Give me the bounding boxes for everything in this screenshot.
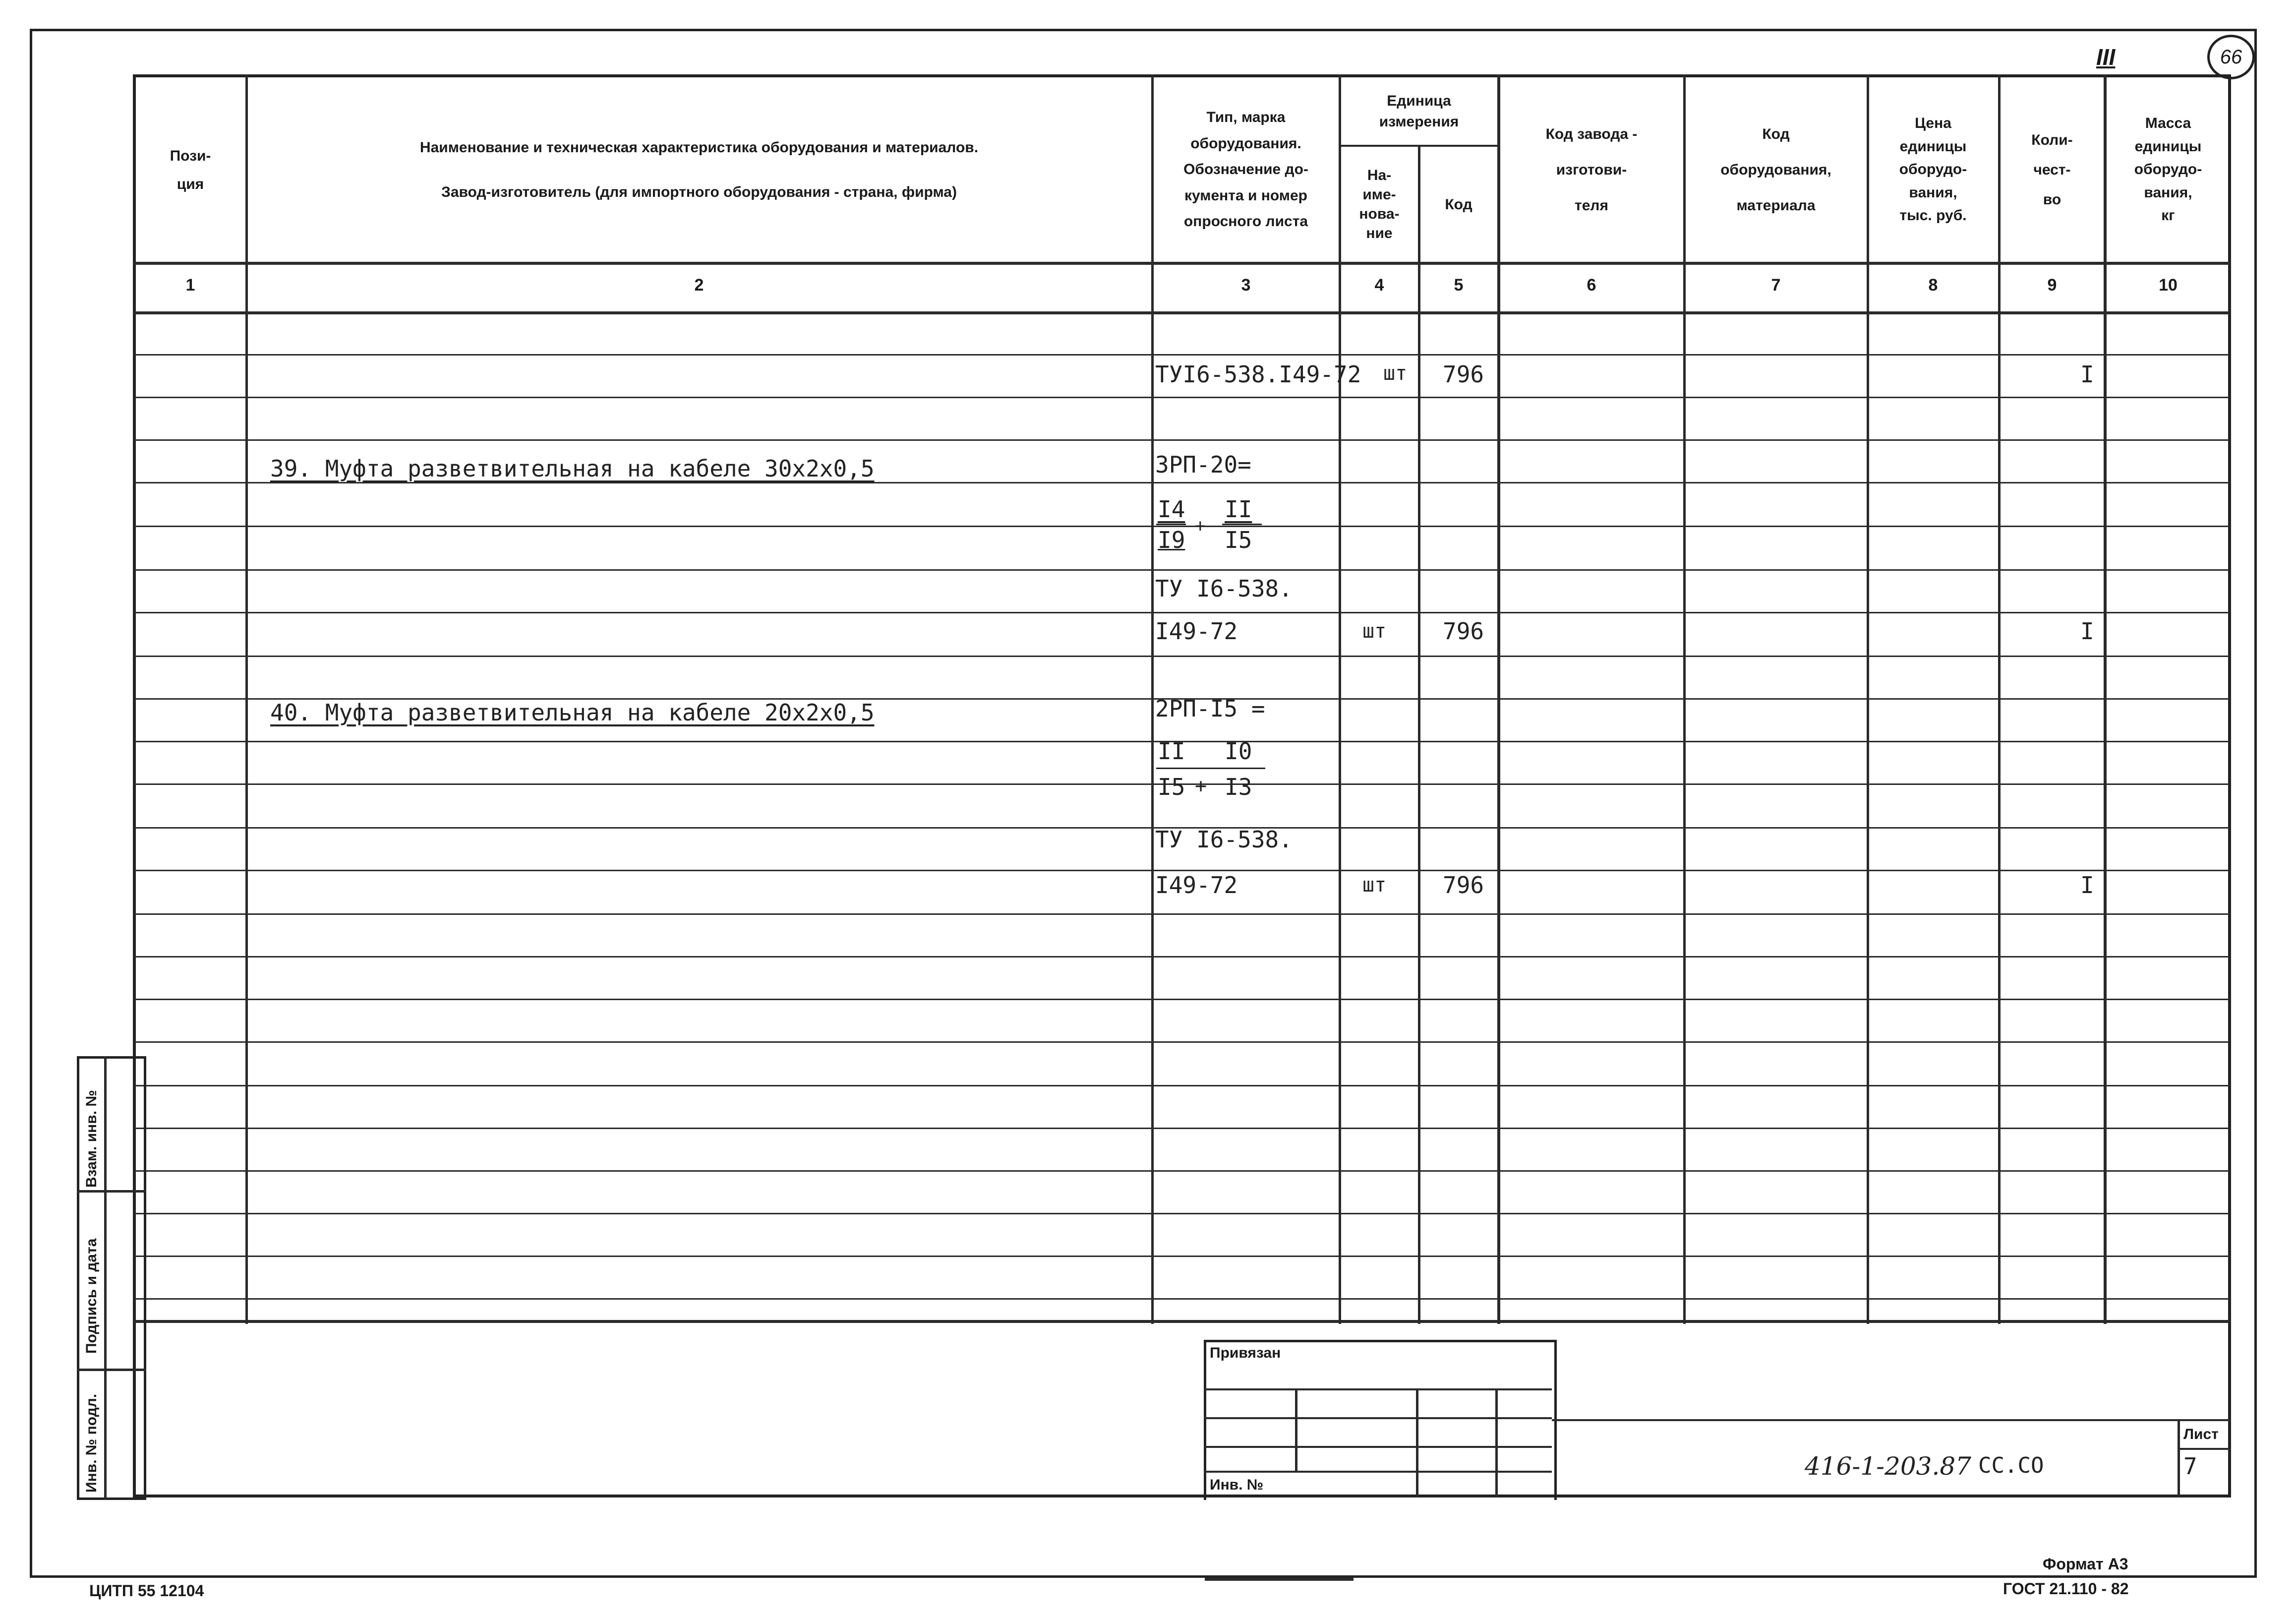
side-stamp-line-2 xyxy=(77,1369,146,1371)
item39-frac1-num: I4 xyxy=(1158,496,1185,523)
header-unit-group: Единица измерения xyxy=(1379,93,1459,130)
col-line-6 xyxy=(1683,74,1686,1324)
table-bottom-line xyxy=(134,1320,2230,1323)
table-row-line xyxy=(134,1170,2230,1172)
col-line-3 xyxy=(1339,74,1341,1324)
table-row-line xyxy=(134,1041,2230,1043)
tb-line-3 xyxy=(1204,1446,1552,1448)
table-row-line xyxy=(134,569,2230,571)
document-code: 416-1-203.87 xyxy=(1805,1452,1971,1481)
header-bottom-line xyxy=(134,262,2230,265)
item39-frac2-num: II xyxy=(1225,496,1252,523)
item39-frac2-den: I5 xyxy=(1225,527,1252,553)
tb-line-1 xyxy=(1204,1388,1552,1390)
page-number: 66 xyxy=(2220,46,2242,68)
item40-frac2-num: I0 xyxy=(1225,738,1252,765)
tb-vline-1 xyxy=(1295,1388,1297,1471)
side-stamp-vzam: Взам. инв. № xyxy=(83,1090,100,1188)
item39-fraction-bar-2 xyxy=(1222,524,1262,525)
header-quantity: Коли- чест- во xyxy=(2031,131,2073,208)
tb-line-2 xyxy=(1204,1417,1552,1419)
col-number-6: 6 xyxy=(1587,276,1596,295)
col-number-9: 9 xyxy=(2047,276,2057,295)
col-line-2 xyxy=(1151,74,1154,1324)
footer-mark xyxy=(1205,1578,1354,1581)
col-line-8 xyxy=(1998,74,2001,1324)
col-number-7: 7 xyxy=(1771,276,1781,295)
item39-type-line3: ТУ I6-538. xyxy=(1155,575,1293,602)
side-stamp-line-1 xyxy=(77,1190,146,1193)
item40-frac1-den: I5 xyxy=(1158,774,1185,800)
row1-qty: I xyxy=(2080,361,2094,388)
item39-type-line4: I49-72 xyxy=(1155,618,1238,645)
col-number-3: 3 xyxy=(1241,276,1251,295)
item39-qty: I xyxy=(2080,618,2094,645)
header-name: Наименование и техническая характеристика оборудования и материалов. Завод-изготовитель (для импортного оборудования - страна, фирма) xyxy=(419,139,979,200)
header-price: Цена единицы оборудо- вания, тыс. руб. xyxy=(1899,115,1967,224)
col-number-5: 5 xyxy=(1454,276,1464,295)
header-maker-code: Код завода - изготови- теля xyxy=(1545,125,1638,214)
col-line-9 xyxy=(2104,74,2107,1324)
tb-main-line xyxy=(1552,1419,2231,1421)
sheet-label: Лист xyxy=(2183,1426,2219,1442)
item39-plus: + xyxy=(1195,516,1206,536)
item40-type-line3: ТУ I6-538. xyxy=(1155,826,1293,853)
numbers-bottom-line xyxy=(134,311,2230,314)
header-equipment-code: Код оборудования, материала xyxy=(1720,125,1831,214)
table-row-line xyxy=(134,870,2230,871)
footer-left: ЦИТП 55 12104 xyxy=(89,1582,204,1600)
sheet-roman-numeral: III xyxy=(2096,44,2116,70)
table-row-line xyxy=(134,956,2230,958)
item40-qty: I xyxy=(2080,872,2094,898)
title-block-inv-label: Инв. № xyxy=(1210,1477,1264,1493)
col-line-1 xyxy=(245,74,248,1324)
table-row-line xyxy=(134,1213,2230,1214)
table-row-line xyxy=(134,913,2230,915)
item40-fraction-bar xyxy=(1156,768,1265,769)
table-row-line xyxy=(134,999,2230,1000)
header-type: Тип, марка оборудования. Обозначение до- кумента и номер опросного листа xyxy=(1183,109,1308,230)
col-number-8: 8 xyxy=(1928,276,1938,295)
item40-frac2-den: I3 xyxy=(1225,774,1252,800)
header-unit-name: На- име- нова- ние xyxy=(1359,167,1400,241)
title-block-privyazan-label: Привязан xyxy=(1210,1345,1281,1361)
page-number-circle xyxy=(2207,35,2255,79)
item39-frac1-den: I9 xyxy=(1158,527,1185,553)
header-mass: Масса единицы оборудо- вания, кг xyxy=(2134,115,2202,224)
sheet-number: 7 xyxy=(2183,1453,2197,1480)
side-stamp-podpis: Подпись и дата xyxy=(83,1238,100,1354)
document-suffix: СС.СО xyxy=(1978,1453,2044,1478)
item39-unit: шт xyxy=(1362,620,1387,643)
table-row-line xyxy=(134,1298,2230,1300)
col-number-4: 4 xyxy=(1374,276,1384,295)
item40-unit: шт xyxy=(1362,874,1387,897)
title-block-privyazan xyxy=(1204,1340,1557,1500)
table-row-line xyxy=(134,354,2230,356)
table-row-line xyxy=(134,1085,2230,1086)
footer-format: Формат А3 xyxy=(2043,1555,2128,1573)
tb-sheet-divider xyxy=(2178,1419,2180,1497)
col-number-1: 1 xyxy=(185,276,195,295)
col-number-10: 10 xyxy=(2159,276,2178,295)
header-position: Пози- ция xyxy=(170,147,211,192)
row1-type: ТУI6-538.I49-72 xyxy=(1155,361,1361,388)
table-row-line xyxy=(134,397,2230,398)
item39-code: 796 xyxy=(1443,618,1484,645)
table-row-line xyxy=(134,439,2230,441)
side-stamp-divider xyxy=(104,1056,107,1500)
item40-type-line4: I49-72 xyxy=(1155,872,1238,898)
tb-line-4 xyxy=(1204,1471,1552,1473)
row1-code: 796 xyxy=(1443,361,1484,388)
col-line-7 xyxy=(1867,74,1869,1324)
tb-vline-3 xyxy=(1495,1388,1498,1497)
col-line-5 xyxy=(1497,74,1500,1324)
col-number-2: 2 xyxy=(694,276,704,295)
header-unit-code: Код xyxy=(1445,196,1472,213)
tb-sheet-line xyxy=(2178,1448,2231,1450)
item40-name: 40. Муфта разветвительная на кабеле 20х2х0,5 xyxy=(270,699,875,726)
footer-gost: ГОСТ 21.110 - 82 xyxy=(2003,1580,2129,1598)
table-row-line xyxy=(134,612,2230,613)
side-stamp-inv: Инв. № подл. xyxy=(83,1393,100,1493)
table-row-line xyxy=(134,656,2230,657)
tb-vline-2 xyxy=(1416,1388,1418,1497)
table-row-line xyxy=(134,1128,2230,1129)
row1-unit: шт xyxy=(1383,362,1408,385)
item40-type-line1: 2РП-I5 = xyxy=(1155,695,1265,722)
item40-plus: + xyxy=(1195,775,1207,797)
item40-frac1-num: II xyxy=(1158,738,1185,765)
item39-fraction-bar-1 xyxy=(1156,524,1186,525)
item39-name: 39. Муфта разветвительная на кабеле 30х2х0,5 xyxy=(270,455,875,482)
item39-type-line1: ЗРП-20= xyxy=(1155,451,1251,478)
table-row-line xyxy=(134,1256,2230,1257)
item40-code: 796 xyxy=(1443,872,1484,898)
col-line-4 xyxy=(1418,145,1420,1324)
table-row-line xyxy=(134,482,2230,483)
